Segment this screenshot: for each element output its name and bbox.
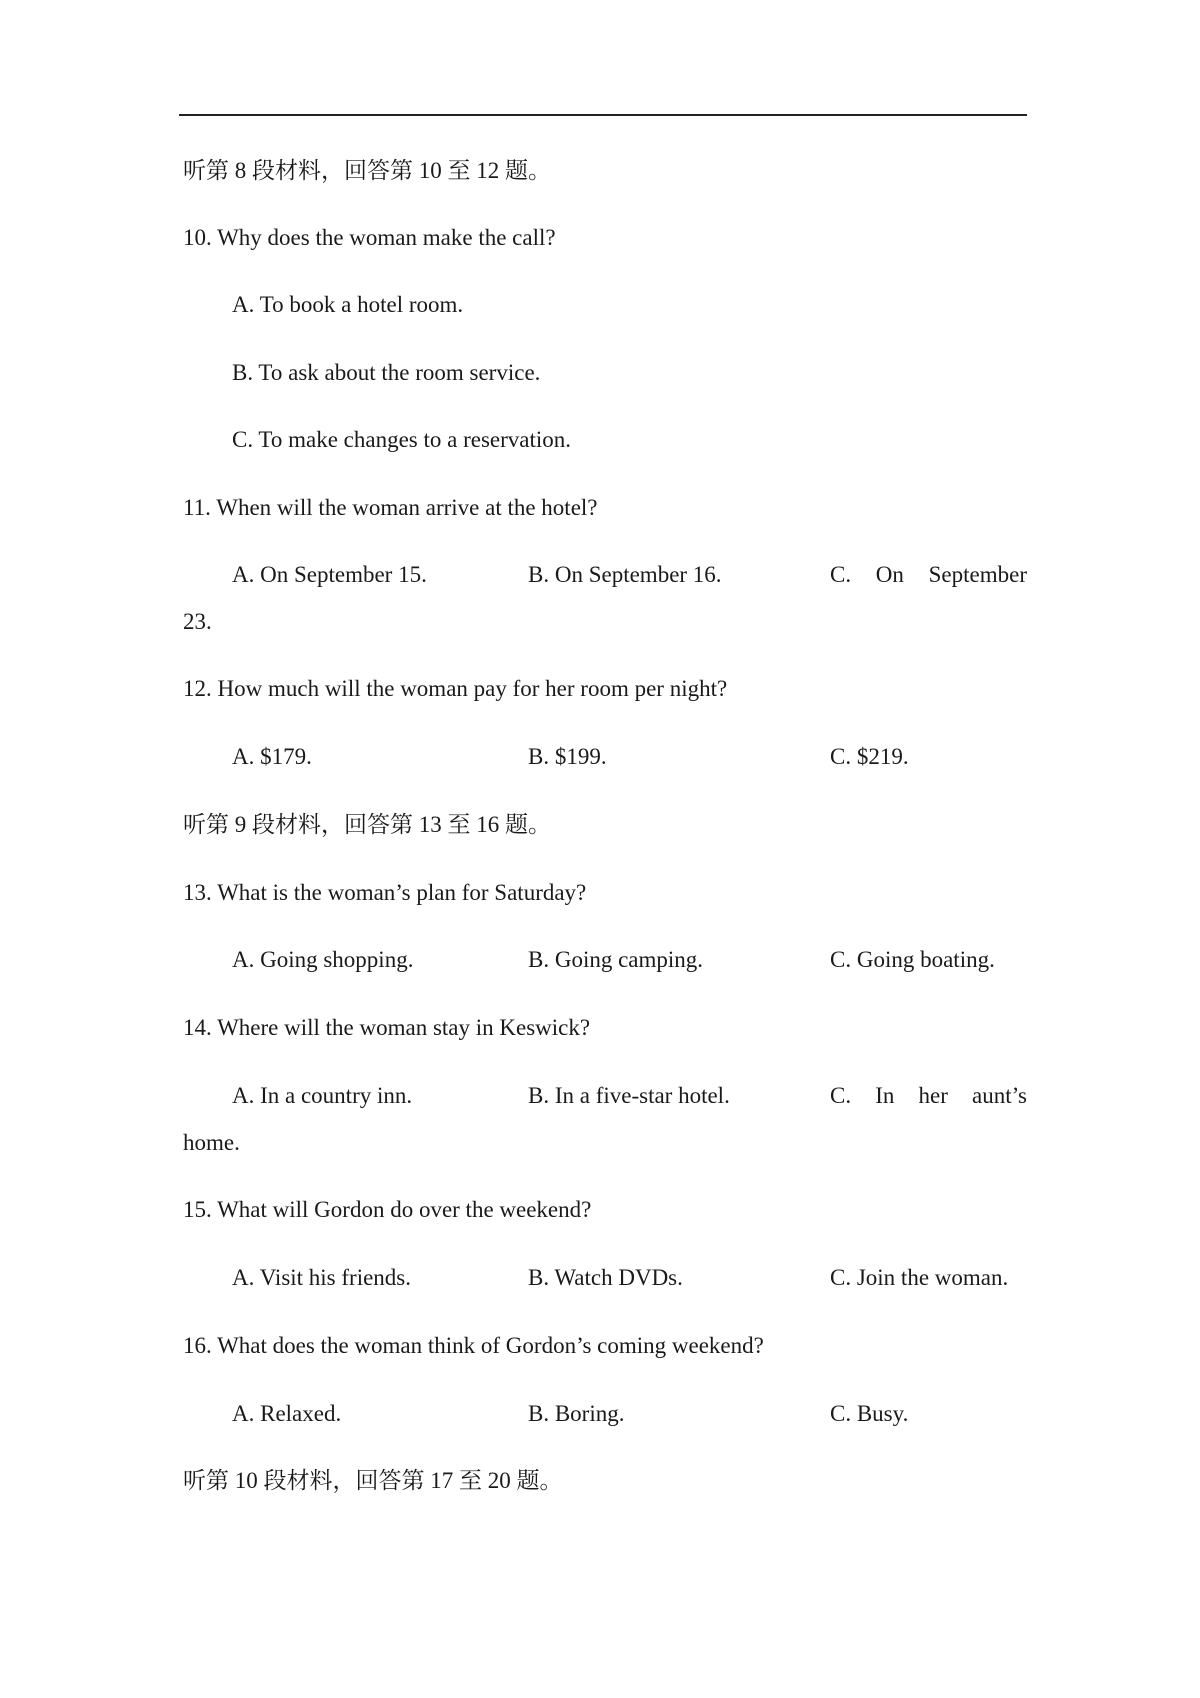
section-heading: 听第 9 段材料，回答第 13 至 16 题。 <box>183 812 551 837</box>
q16-option-b: B. Boring. <box>528 1401 625 1426</box>
q11-option-c-wrap: 23. <box>183 609 212 634</box>
q13-option-b: B. Going camping. <box>528 947 704 972</box>
q14-option-c-word: aunt’s <box>972 1083 1027 1108</box>
q14-option-a: A. In a country inn. <box>232 1083 413 1108</box>
q10-option-c: C. To make changes to a reservation. <box>232 427 572 452</box>
q16-option-c: C. Busy. <box>830 1401 909 1426</box>
q11-option-c-word: On <box>875 562 904 587</box>
q11-option-c <box>830 561 1027 589</box>
section-heading: 听第 8 段材料，回答第 10 至 12 题。 <box>183 158 551 183</box>
q14-option-c-word: In <box>875 1083 895 1108</box>
q15-option-b: B. Watch DVDs. <box>528 1265 683 1290</box>
header-rule <box>179 114 1027 116</box>
question-15: 15. What will Gordon do over the weekend? <box>183 1197 592 1222</box>
q13-option-c: C. Going boating. <box>830 947 995 972</box>
q12-option-a: A. $179. <box>232 744 312 769</box>
question-13: 13. What is the woman’s plan for Saturday? <box>183 880 587 905</box>
question-11: 11. When will the woman arrive at the hotel? <box>183 495 598 520</box>
q15-option-c: C. Join the woman. <box>830 1265 1009 1290</box>
question-12: 12. How much will the woman pay for her room per night? <box>183 676 728 701</box>
q14-option-b: B. In a five-star hotel. <box>528 1083 730 1108</box>
q12-option-c: C. $219. <box>830 744 909 769</box>
q11-option-c-word: C. <box>830 562 852 587</box>
q16-option-a: A. Relaxed. <box>232 1401 342 1426</box>
question-16: 16. What does the woman think of Gordon’s coming weekend? <box>183 1333 764 1358</box>
section-heading: 听第 10 段材料，回答第 17 至 20 题。 <box>183 1468 563 1493</box>
q14-option-c-wrap: home. <box>183 1130 240 1155</box>
q12-option-b: B. $199. <box>528 744 607 769</box>
q10-option-a: A. To book a hotel room. <box>232 292 464 317</box>
q11-option-a: A. On September 15. <box>232 562 427 587</box>
q14-option-c-word: C. <box>830 1083 852 1108</box>
q10-option-b: B. To ask about the room service. <box>232 360 541 385</box>
q14-option-c-word: her <box>918 1083 948 1108</box>
question-14: 14. Where will the woman stay in Keswick? <box>183 1015 591 1040</box>
q11-option-b: B. On September 16. <box>528 562 722 587</box>
q13-option-a: A. Going shopping. <box>232 947 414 972</box>
q15-option-a: A. Visit his friends. <box>232 1265 412 1290</box>
question-10: 10. Why does the woman make the call? <box>183 225 556 250</box>
q11-option-c-word: September <box>928 562 1027 587</box>
q14-option-c <box>830 1082 1027 1110</box>
